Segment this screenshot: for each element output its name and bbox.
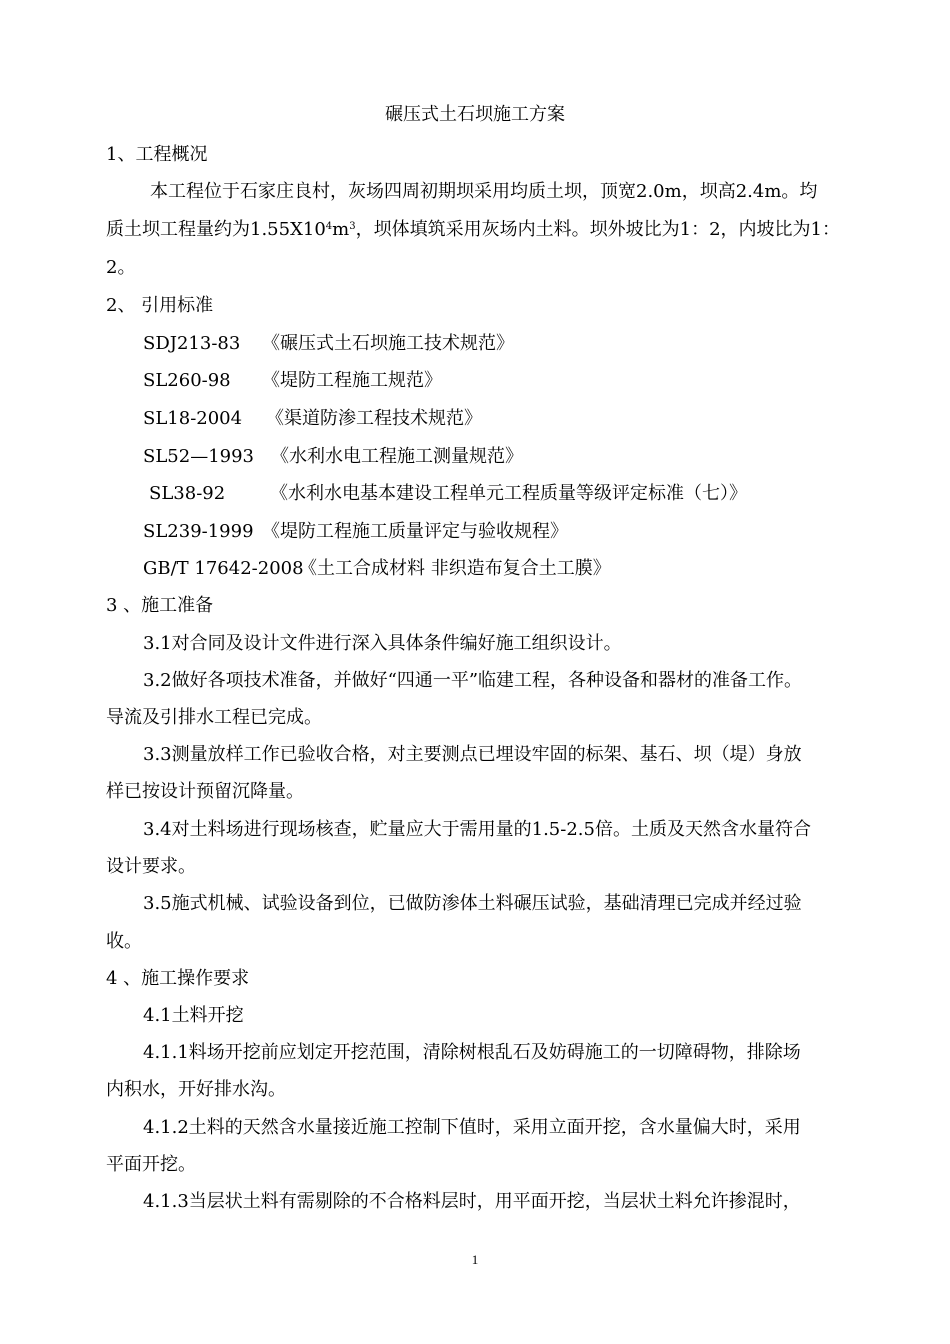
paragraph-line: 4.1.2土料的天然含水量接近施工控制下值时，采用立面开挖，含水量偏大时，采用 bbox=[143, 1117, 801, 1138]
paragraph-line: 3.4对土料场进行现场核查，贮量应大于需用量的1.5-2.5倍。土质及天然含水量符合 bbox=[143, 819, 811, 840]
standard-name: 《水利水电工程施工测量规范》 bbox=[271, 446, 523, 467]
quantity-text: 质土坝工程量约为1.55X10 bbox=[106, 219, 326, 240]
page-number: 1 bbox=[471, 1252, 479, 1267]
subsection-heading: 4.1土料开挖 bbox=[143, 1005, 244, 1026]
standard-code: SL260-98 bbox=[143, 370, 231, 391]
section-heading-2: 2、 引用标准 bbox=[106, 295, 214, 316]
paragraph-line bbox=[106, 218, 840, 242]
page-title: 碾压式土石坝施工方案 bbox=[385, 104, 565, 125]
paragraph-text: ，坝体填筑采用灰场内土料。坝外坡比为1：2，内坡比为1： bbox=[355, 219, 840, 240]
standard-code: SL38-92 bbox=[149, 483, 226, 504]
standard-name: 《渠道防渗工程技术规范》 bbox=[266, 408, 482, 429]
paragraph-line: 2。 bbox=[106, 257, 136, 278]
paragraph-line: 本工程位于石家庄良村，灰场四周初期坝采用均质土坝，顶宽2.0m，坝高2.4m。均 bbox=[150, 181, 818, 202]
paragraph-line: 导流及引排水工程已完成。 bbox=[106, 707, 322, 728]
section-heading-3: 3 、施工准备 bbox=[106, 595, 214, 616]
paragraph-line: 内积水，开好排水沟。 bbox=[106, 1079, 286, 1100]
standard-code: SL18-2004 bbox=[143, 408, 243, 429]
standard-name: 《土工合成材料 非织造布复合土工膜》 bbox=[299, 558, 611, 579]
standard-code: SDJ213-83 bbox=[143, 333, 241, 354]
paragraph-line: 4.1.1料场开挖前应划定开挖范围，清除树根乱石及妨碍施工的一切障碍物，排除场 bbox=[143, 1042, 801, 1063]
paragraph-line: 3.1对合同及设计文件进行深入具体条件编好施工组织设计。 bbox=[143, 633, 622, 654]
paragraph-line: 样已按设计预留沉降量。 bbox=[106, 781, 304, 802]
standard-code: GB/T 17642-2008 bbox=[143, 558, 304, 579]
paragraph-line: 4.1.3当层状土料有需剔除的不合格料层时，用平面开挖，当层状土料允许掺混时， bbox=[143, 1191, 801, 1212]
standard-name: 《堤防工程施工质量评定与验收规程》 bbox=[262, 521, 568, 542]
paragraph-line: 收。 bbox=[106, 931, 142, 952]
standard-name: 《碾压式土石坝施工技术规范》 bbox=[262, 333, 514, 354]
section-heading-1: 1、工程概况 bbox=[106, 144, 208, 165]
standard-name: 《水利水电基本建设工程单元工程质量等级评定标准（七）》 bbox=[270, 483, 747, 504]
standard-code: SL239-1999 bbox=[143, 521, 254, 542]
paragraph-line: 平面开挖。 bbox=[106, 1154, 196, 1175]
standard-code: SL52—1993 bbox=[143, 446, 254, 467]
exponent: 4 bbox=[325, 221, 333, 232]
exponent: 3 bbox=[349, 221, 356, 232]
paragraph-line: 3.2做好各项技术准备，并做好“四通一平”临建工程，各种设备和器材的准备工作。 bbox=[143, 670, 803, 691]
paragraph-line: 设计要求。 bbox=[106, 856, 196, 877]
paragraph-line: 3.5施式机械、试验设备到位，已做防渗体土料碾压试验，基础清理已完成并经过验 bbox=[143, 893, 802, 914]
paragraph-line: 3.3测量放样工作已验收合格，对主要测点已埋设牢固的标架、基石、坝（堤）身放 bbox=[143, 744, 802, 765]
section-heading-4: 4 、施工操作要求 bbox=[106, 968, 250, 989]
unit: m bbox=[332, 219, 350, 240]
standard-name: 《堤防工程施工规范》 bbox=[262, 370, 442, 391]
